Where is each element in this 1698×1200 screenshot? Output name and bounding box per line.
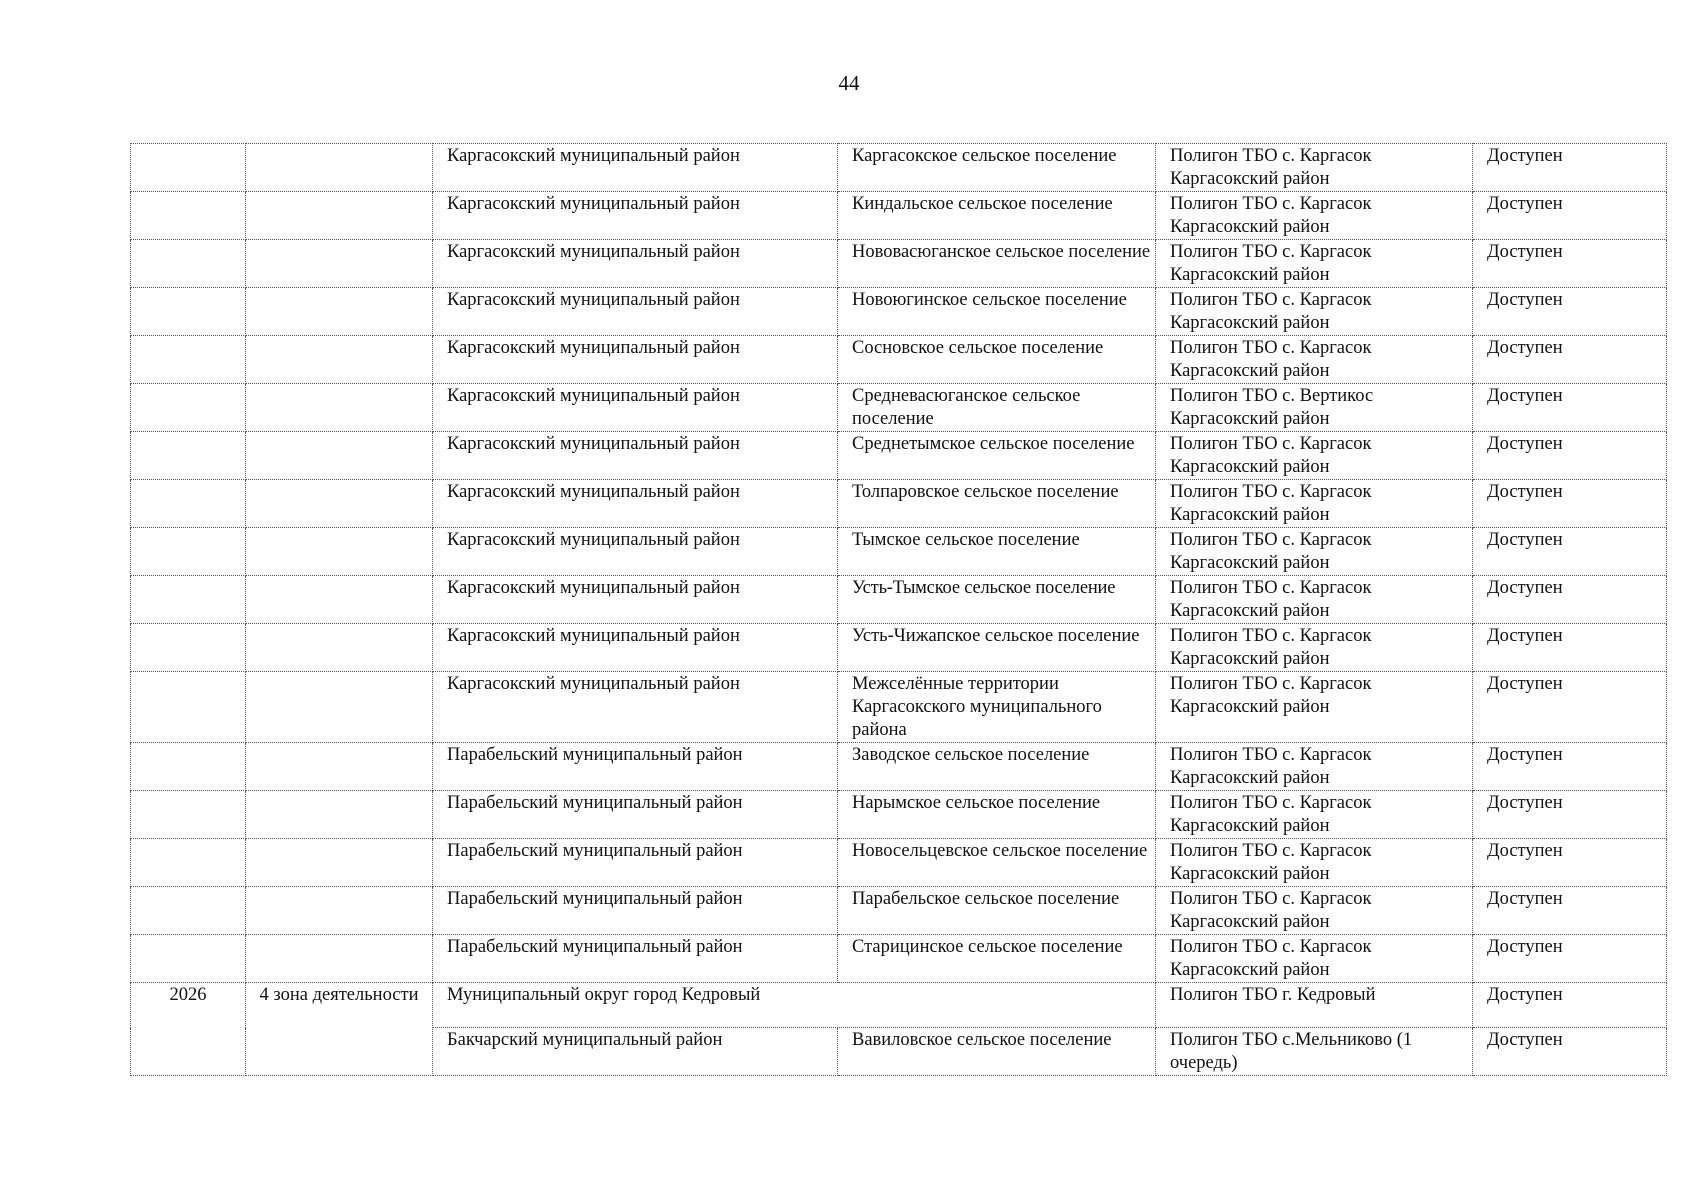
site-cell: Полигон ТБО с. Вертикос Каргасокский район: [1156, 384, 1473, 432]
table-row: [131, 144, 1667, 192]
zone-cell: [246, 432, 433, 480]
table-row: [131, 192, 1667, 240]
site-cell: Полигон ТБО с. Каргасок Каргасокский район: [1156, 288, 1473, 336]
district-cell: Бакчарский муниципальный район: [433, 1028, 838, 1076]
settlement-cell: Киндальское сельское поселение: [838, 192, 1156, 240]
status-cell: Доступен: [1473, 743, 1667, 791]
zone-cell: [246, 576, 433, 624]
settlement-cell: Старицинское сельское поселение: [838, 935, 1156, 983]
settlement-cell: Усть-Чижапское сельское поселение: [838, 624, 1156, 672]
site-cell: Полигон ТБО с. Каргасок Каргасокский район: [1156, 336, 1473, 384]
waste-sites-table: [130, 143, 1667, 1076]
status-cell: Доступен: [1473, 384, 1667, 432]
site-cell: Полигон ТБО с. Каргасок Каргасокский район: [1156, 743, 1473, 791]
year-cell: [131, 288, 246, 336]
settlement-cell: Среднетымское сельское поселение: [838, 432, 1156, 480]
zone-cell: [246, 528, 433, 576]
settlement-cell: Новоюгинское сельское поселение: [838, 288, 1156, 336]
settlement-cell: Средневасюганское сельское поселение: [838, 384, 1156, 432]
table-row: [131, 336, 1667, 384]
settlement-cell: Усть-Тымское сельское поселение: [838, 576, 1156, 624]
status-cell: Доступен: [1473, 480, 1667, 528]
district-cell: Парабельский муниципальный район: [433, 935, 838, 983]
year-cell: [131, 887, 246, 935]
zone-cell: 4 зона деятельности: [246, 983, 433, 1076]
status-cell: Доступен: [1473, 576, 1667, 624]
zone-cell: [246, 240, 433, 288]
district-cell: Парабельский муниципальный район: [433, 887, 838, 935]
table-row: [131, 384, 1667, 432]
zone-cell: [246, 935, 433, 983]
year-cell: [131, 384, 246, 432]
site-cell: Полигон ТБО г. Кедровый: [1156, 983, 1473, 1028]
zone-cell: [246, 887, 433, 935]
district-cell: Каргасокский муниципальный район: [433, 384, 838, 432]
status-cell: Доступен: [1473, 1028, 1667, 1076]
status-cell: Доступен: [1473, 144, 1667, 192]
district-cell: Каргасокский муниципальный район: [433, 480, 838, 528]
site-cell: Полигон ТБО с. Каргасок Каргасокский район: [1156, 432, 1473, 480]
zone-cell: [246, 288, 433, 336]
settlement-cell: Межселённые территории Каргасокского муниципального района: [838, 672, 1156, 743]
table-row: [131, 480, 1667, 528]
site-cell: Полигон ТБО с. Каргасок Каргасокский район: [1156, 480, 1473, 528]
zone-cell: [246, 192, 433, 240]
status-cell: Доступен: [1473, 336, 1667, 384]
year-cell: [131, 336, 246, 384]
settlement-cell: Парабельское сельское поселение: [838, 887, 1156, 935]
zone-cell: [246, 480, 433, 528]
table-row: [131, 672, 1667, 743]
year-cell: [131, 743, 246, 791]
district-cell: Каргасокский муниципальный район: [433, 624, 838, 672]
zone-cell: [246, 144, 433, 192]
year-cell: [131, 192, 246, 240]
settlement-cell: Сосновское сельское поселение: [838, 336, 1156, 384]
year-cell: [131, 528, 246, 576]
table-row: [131, 983, 1667, 1028]
year-cell: [131, 791, 246, 839]
table-row: [131, 576, 1667, 624]
table-row: [131, 935, 1667, 983]
zone-cell: [246, 384, 433, 432]
settlement-cell: Тымское сельское поселение: [838, 528, 1156, 576]
year-cell: [131, 432, 246, 480]
year-cell: [131, 935, 246, 983]
year-cell: [131, 144, 246, 192]
district-cell: Каргасокский муниципальный район: [433, 288, 838, 336]
status-cell: Доступен: [1473, 791, 1667, 839]
status-cell: Доступен: [1473, 672, 1667, 743]
district-cell: Каргасокский муниципальный район: [433, 240, 838, 288]
site-cell: Полигон ТБО с. Каргасок Каргасокский район: [1156, 624, 1473, 672]
site-cell: Полигон ТБО с. Каргасок Каргасокский район: [1156, 672, 1473, 743]
table-row: [131, 432, 1667, 480]
year-cell: [131, 480, 246, 528]
settlement-cell: Заводское сельское поселение: [838, 743, 1156, 791]
zone-cell: [246, 743, 433, 791]
status-cell: Доступен: [1473, 935, 1667, 983]
settlement-cell: Новосельцевское сельское поселение: [838, 839, 1156, 887]
site-cell: Полигон ТБО с. Каргасок Каргасокский район: [1156, 144, 1473, 192]
status-cell: Доступен: [1473, 192, 1667, 240]
status-cell: Доступен: [1473, 839, 1667, 887]
district-cell: Каргасокский муниципальный район: [433, 192, 838, 240]
site-cell: Полигон ТБО с. Каргасок Каргасокский район: [1156, 935, 1473, 983]
district-cell: Парабельский муниципальный район: [433, 839, 838, 887]
status-cell: Доступен: [1473, 432, 1667, 480]
district-cell: Каргасокский муниципальный район: [433, 144, 838, 192]
site-cell: Полигон ТБО с. Каргасок Каргасокский район: [1156, 887, 1473, 935]
district-cell: Каргасокский муниципальный район: [433, 336, 838, 384]
site-cell: Полигон ТБО с. Каргасок Каргасокский район: [1156, 576, 1473, 624]
zone-cell: [246, 839, 433, 887]
zone-cell: [246, 336, 433, 384]
table-row: [131, 839, 1667, 887]
site-cell: Полигон ТБО с. Каргасок Каргасокский район: [1156, 240, 1473, 288]
settlement-cell: Каргасокское сельское поселение: [838, 144, 1156, 192]
year-cell: [131, 839, 246, 887]
table-row: [131, 743, 1667, 791]
district-cell: Каргасокский муниципальный район: [433, 576, 838, 624]
settlement-cell: Толпаровское сельское поселение: [838, 480, 1156, 528]
year-cell: 2026: [131, 983, 246, 1076]
site-cell: Полигон ТБО с. Каргасок Каргасокский район: [1156, 192, 1473, 240]
district-cell: Парабельский муниципальный район: [433, 791, 838, 839]
year-cell: [131, 672, 246, 743]
site-cell: Полигон ТБО с. Каргасок Каргасокский район: [1156, 528, 1473, 576]
status-cell: Доступен: [1473, 240, 1667, 288]
status-cell: Доступен: [1473, 887, 1667, 935]
settlement-cell: Нарымское сельское поселение: [838, 791, 1156, 839]
year-cell: [131, 624, 246, 672]
status-cell: Доступен: [1473, 528, 1667, 576]
site-cell: Полигон ТБО с. Каргасок Каргасокский район: [1156, 791, 1473, 839]
site-cell: Полигон ТБО с. Каргасок Каргасокский район: [1156, 839, 1473, 887]
table-row: [131, 791, 1667, 839]
settlement-cell: Вавиловское сельское поселение: [838, 1028, 1156, 1076]
table-row: [131, 887, 1667, 935]
status-cell: Доступен: [1473, 288, 1667, 336]
district-cell: Каргасокский муниципальный район: [433, 672, 838, 743]
table-row: [131, 528, 1667, 576]
table-row: [131, 288, 1667, 336]
district-cell: Муниципальный округ город Кедровый: [433, 983, 1156, 1028]
district-cell: Каргасокский муниципальный район: [433, 432, 838, 480]
year-cell: [131, 240, 246, 288]
district-cell: Парабельский муниципальный район: [433, 743, 838, 791]
district-cell: Каргасокский муниципальный район: [433, 528, 838, 576]
settlement-cell: Нововасюганское сельское поселение: [838, 240, 1156, 288]
status-cell: Доступен: [1473, 624, 1667, 672]
page-number: 44: [838, 71, 860, 95]
zone-cell: [246, 672, 433, 743]
year-cell: [131, 576, 246, 624]
site-cell: Полигон ТБО с.Мельниково (1 очередь): [1156, 1028, 1473, 1076]
zone-cell: [246, 624, 433, 672]
zone-cell: [246, 791, 433, 839]
table-row: [131, 240, 1667, 288]
status-cell: Доступен: [1473, 983, 1667, 1028]
table-row: [131, 624, 1667, 672]
